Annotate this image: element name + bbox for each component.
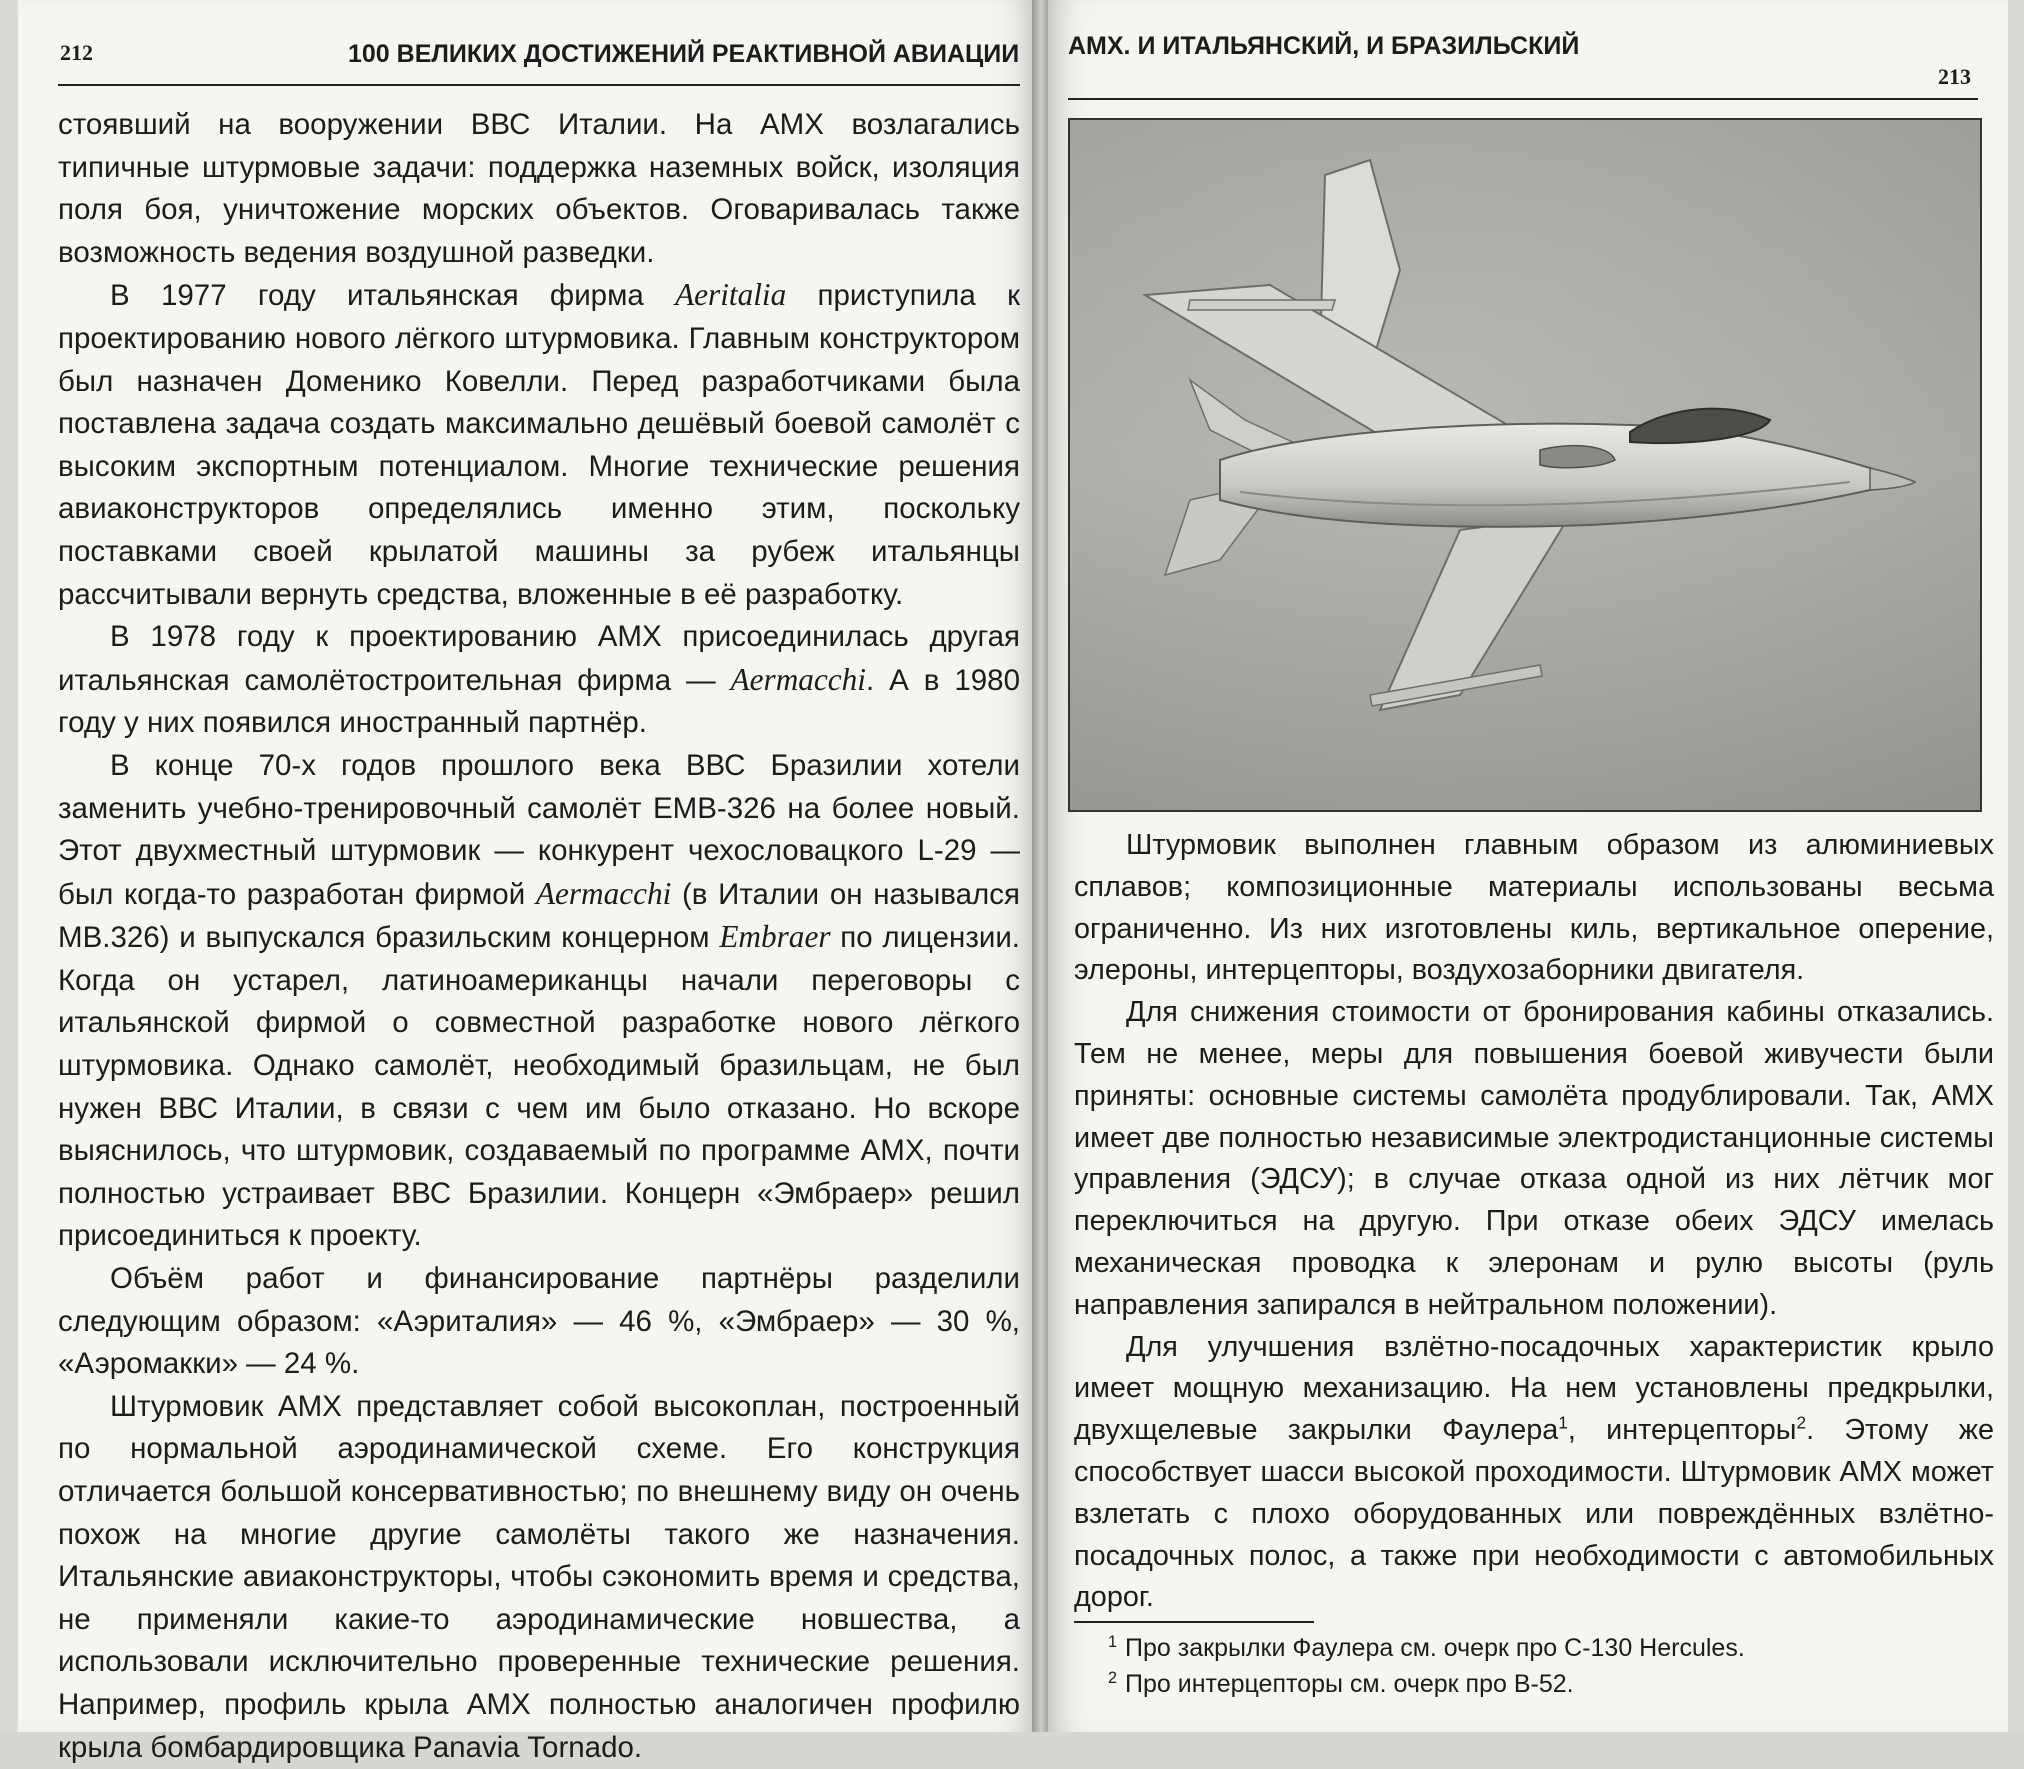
left-body-text	[58, 104, 1020, 1769]
paragraph: В 1978 году к проектированию AMX присоединилась другая итальянская самолётостроительная фирма — Aermacchi. А в 1980 году у них появился иностранный партнёр.	[58, 620, 1020, 740]
right-body-text	[1074, 825, 1994, 1619]
paragraph: Для снижения стоимости от бронирования кабины отказались. Тем не менее, меры для повышения боевой живучести были приняты: основные системы самолёта продублировали. Так, AMX имеет две полностью независимые электродистанционные системы управления (ЭДСУ); в случае отказа одной из них лётчик мог переключиться на другую. При отказе обеих ЭДСУ имелась механическая проводка к элеронам и рулю высоты (руль направления запирался в нейтральном положении).	[1074, 996, 1994, 1321]
footnotes	[1108, 1630, 1988, 1702]
aircraft-photo	[1068, 118, 1982, 812]
right-page	[1048, 0, 2008, 1732]
paragraph: В конце 70-х годов прошлого века ВВС Бразилии хотели заменить учебно-тренировочный самолёт EMB-326 на более новый. Этот двухместный штурмовик — конкурент чехословацкого L-29 — был когда-то разработан фирмой Aermacchi (в Италии он назывался MB.326) и выпускался бразильским концерном Embraer по лицензии. Когда он устарел, латиноамериканцы начали переговоры с итальянской фирмой о совместной разработке нового лёгкого штурмовика. Однако самолёт, необходимый бразильцам, не был нужен ВВС Италии, в связи с чем им было отказано. Но вскоре выяснилось, что штурмовик, создаваемый по программе AMX, почти полностью устраивает ВВС Бразилии. Концерн «Эмбраер» решил присоединиться к проекту.	[58, 748, 1021, 1253]
paragraph: В 1977 году итальянская фирма Aeritalia приступила к проектированию нового лёгкого штурмовика. Главным конструктором был назначен Доменико Ковелли. Перед разработчиками была поставлена задача создать максимально дешёвый боевой самолёт с высоким экспортным потенциалом. Многие технические решения авиаконструкторов определялись именно этим, поскольку поставками своей крылатой машины за рубеж итальянцы рассчитывали вернуть средства, вложенные в её разработку.	[58, 277, 1020, 611]
left-page	[18, 0, 1036, 1764]
running-head: AMX. И ИТАЛЬЯНСКИЙ, И БРАЗИЛЬСКИЙ	[1068, 32, 1580, 60]
header-rule	[58, 84, 1020, 86]
footnote-text: Про закрылки Фаулера см. очерк про C-130 Hercules.	[1125, 1634, 1745, 1662]
page-number: 213	[1938, 64, 1971, 89]
footnote	[1108, 1630, 1988, 1666]
paragraph: Штурмовик AMX представляет собой высокоплан, построенный по нормальной аэродинамической схеме. Его конструкция отличается большой консервативностью; по внешнему виду он очень похож на многие другие самолёты такого же назначения. Итальянские авиаконструкторы, чтобы сэкономить время и средства, не применяли какие-то аэродинамические новшества, а использовали исключительно проверенные технические решения. Например, профиль крыла AMX полностью аналогичен профилю крыла бомбардировщика Panavia Tornado.	[58, 1389, 1020, 1764]
paragraph: стоявший на вооружении ВВС Италии. На AMX возлагались типичные штурмовые задачи: поддержка наземных войск, изоляция поля боя, уничтожение морских объектов. Оговаривалась также возможность ведения воздушной разведки.	[58, 108, 1020, 269]
amx-jet-illustration	[1070, 120, 1980, 810]
paragraph: Объём работ и финансирование партнёры разделили следующим образом: «Аэриталия» — 46 %, «Эмбраер» — 30 %, «Аэромакки» — 24 %.	[58, 1262, 1020, 1381]
footnote-marker: 2	[1108, 1668, 1118, 1687]
footnote-text: Про интерцепторы см. очерк про B-52.	[1125, 1670, 1574, 1698]
paragraph: Для улучшения взлётно-посадочных характеристик крыло имеет мощную механизацию. На нем установлены предкрылки, двухщелевые закрылки Фаулера$^1$, интерцепторы$^2$. Этому же способствует шасси высокой проходимости. Штурмовик AMX может взлетать с плохо оборудованных или повреждённых взлётно-посадочных полос, а также при необходимости с автомобильных дорог.	[1074, 1330, 1994, 1614]
footnote-marker: 1	[1108, 1632, 1118, 1651]
running-head: 100 ВЕЛИКИХ ДОСТИЖЕНИЙ РЕАКТИВНОЙ АВИАЦИИ	[348, 40, 1020, 68]
page-number: 212	[60, 40, 93, 65]
header-rule	[1068, 98, 1978, 100]
paragraph: Штурмовик выполнен главным образом из алюминиевых сплавов; композиционные материалы использованы весьма ограниченно. Из них изготовлены киль, вертикальное оперение, элероны, интерцепторы, воздухозаборники двигателя.	[1074, 829, 1994, 987]
footnote-rule	[1074, 1621, 1314, 1623]
footnote	[1108, 1666, 1988, 1702]
